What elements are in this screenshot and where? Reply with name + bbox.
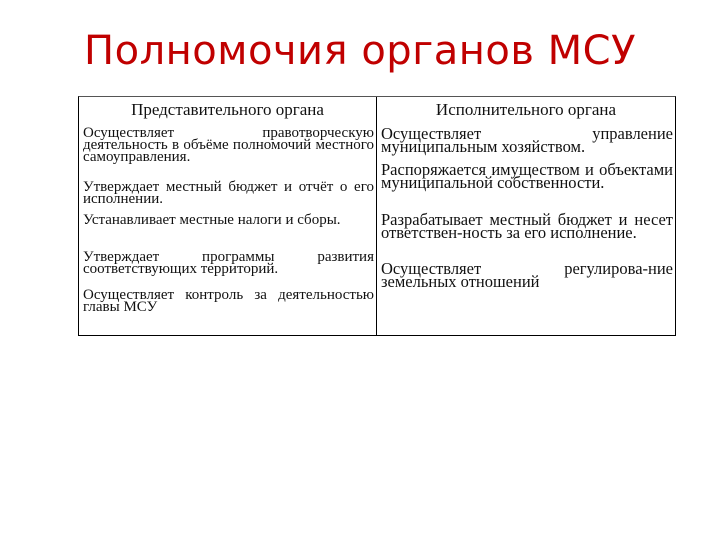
list-item: Осуществляет контроль за деятельностью главы МСУ	[83, 287, 374, 315]
column-header-executive: Исполнительного органа	[435, 100, 617, 119]
list-item: Утверждает программы развития соответствующих территорий.	[83, 249, 374, 277]
representative-body-column	[79, 97, 377, 335]
list-item: Утверждает местный бюджет и отчёт о его исполнении.	[83, 179, 374, 207]
list-item: Устанавливает местные налоги и сборы.	[83, 212, 341, 228]
list-item: Распоряжается имуществом и объектами муниципальной собственности.	[381, 160, 673, 192]
list-item: Осуществляет регулирова-ние земельных отношений	[381, 259, 673, 291]
list-item: Осуществляет управление муниципальным хозяйством.	[381, 124, 673, 156]
page-title: Полномочия органов МСУ	[84, 28, 636, 74]
list-item: Осуществляет правотворческую деятельность в объёме полномочий местного самоуправления.	[83, 125, 374, 165]
list-item: Разрабатывает местный бюджет и несет ответствен-ность за его исполнение.	[381, 210, 673, 242]
powers-table	[78, 96, 676, 336]
executive-body-column	[377, 97, 675, 335]
column-header-representative: Представительного органа	[131, 100, 324, 119]
